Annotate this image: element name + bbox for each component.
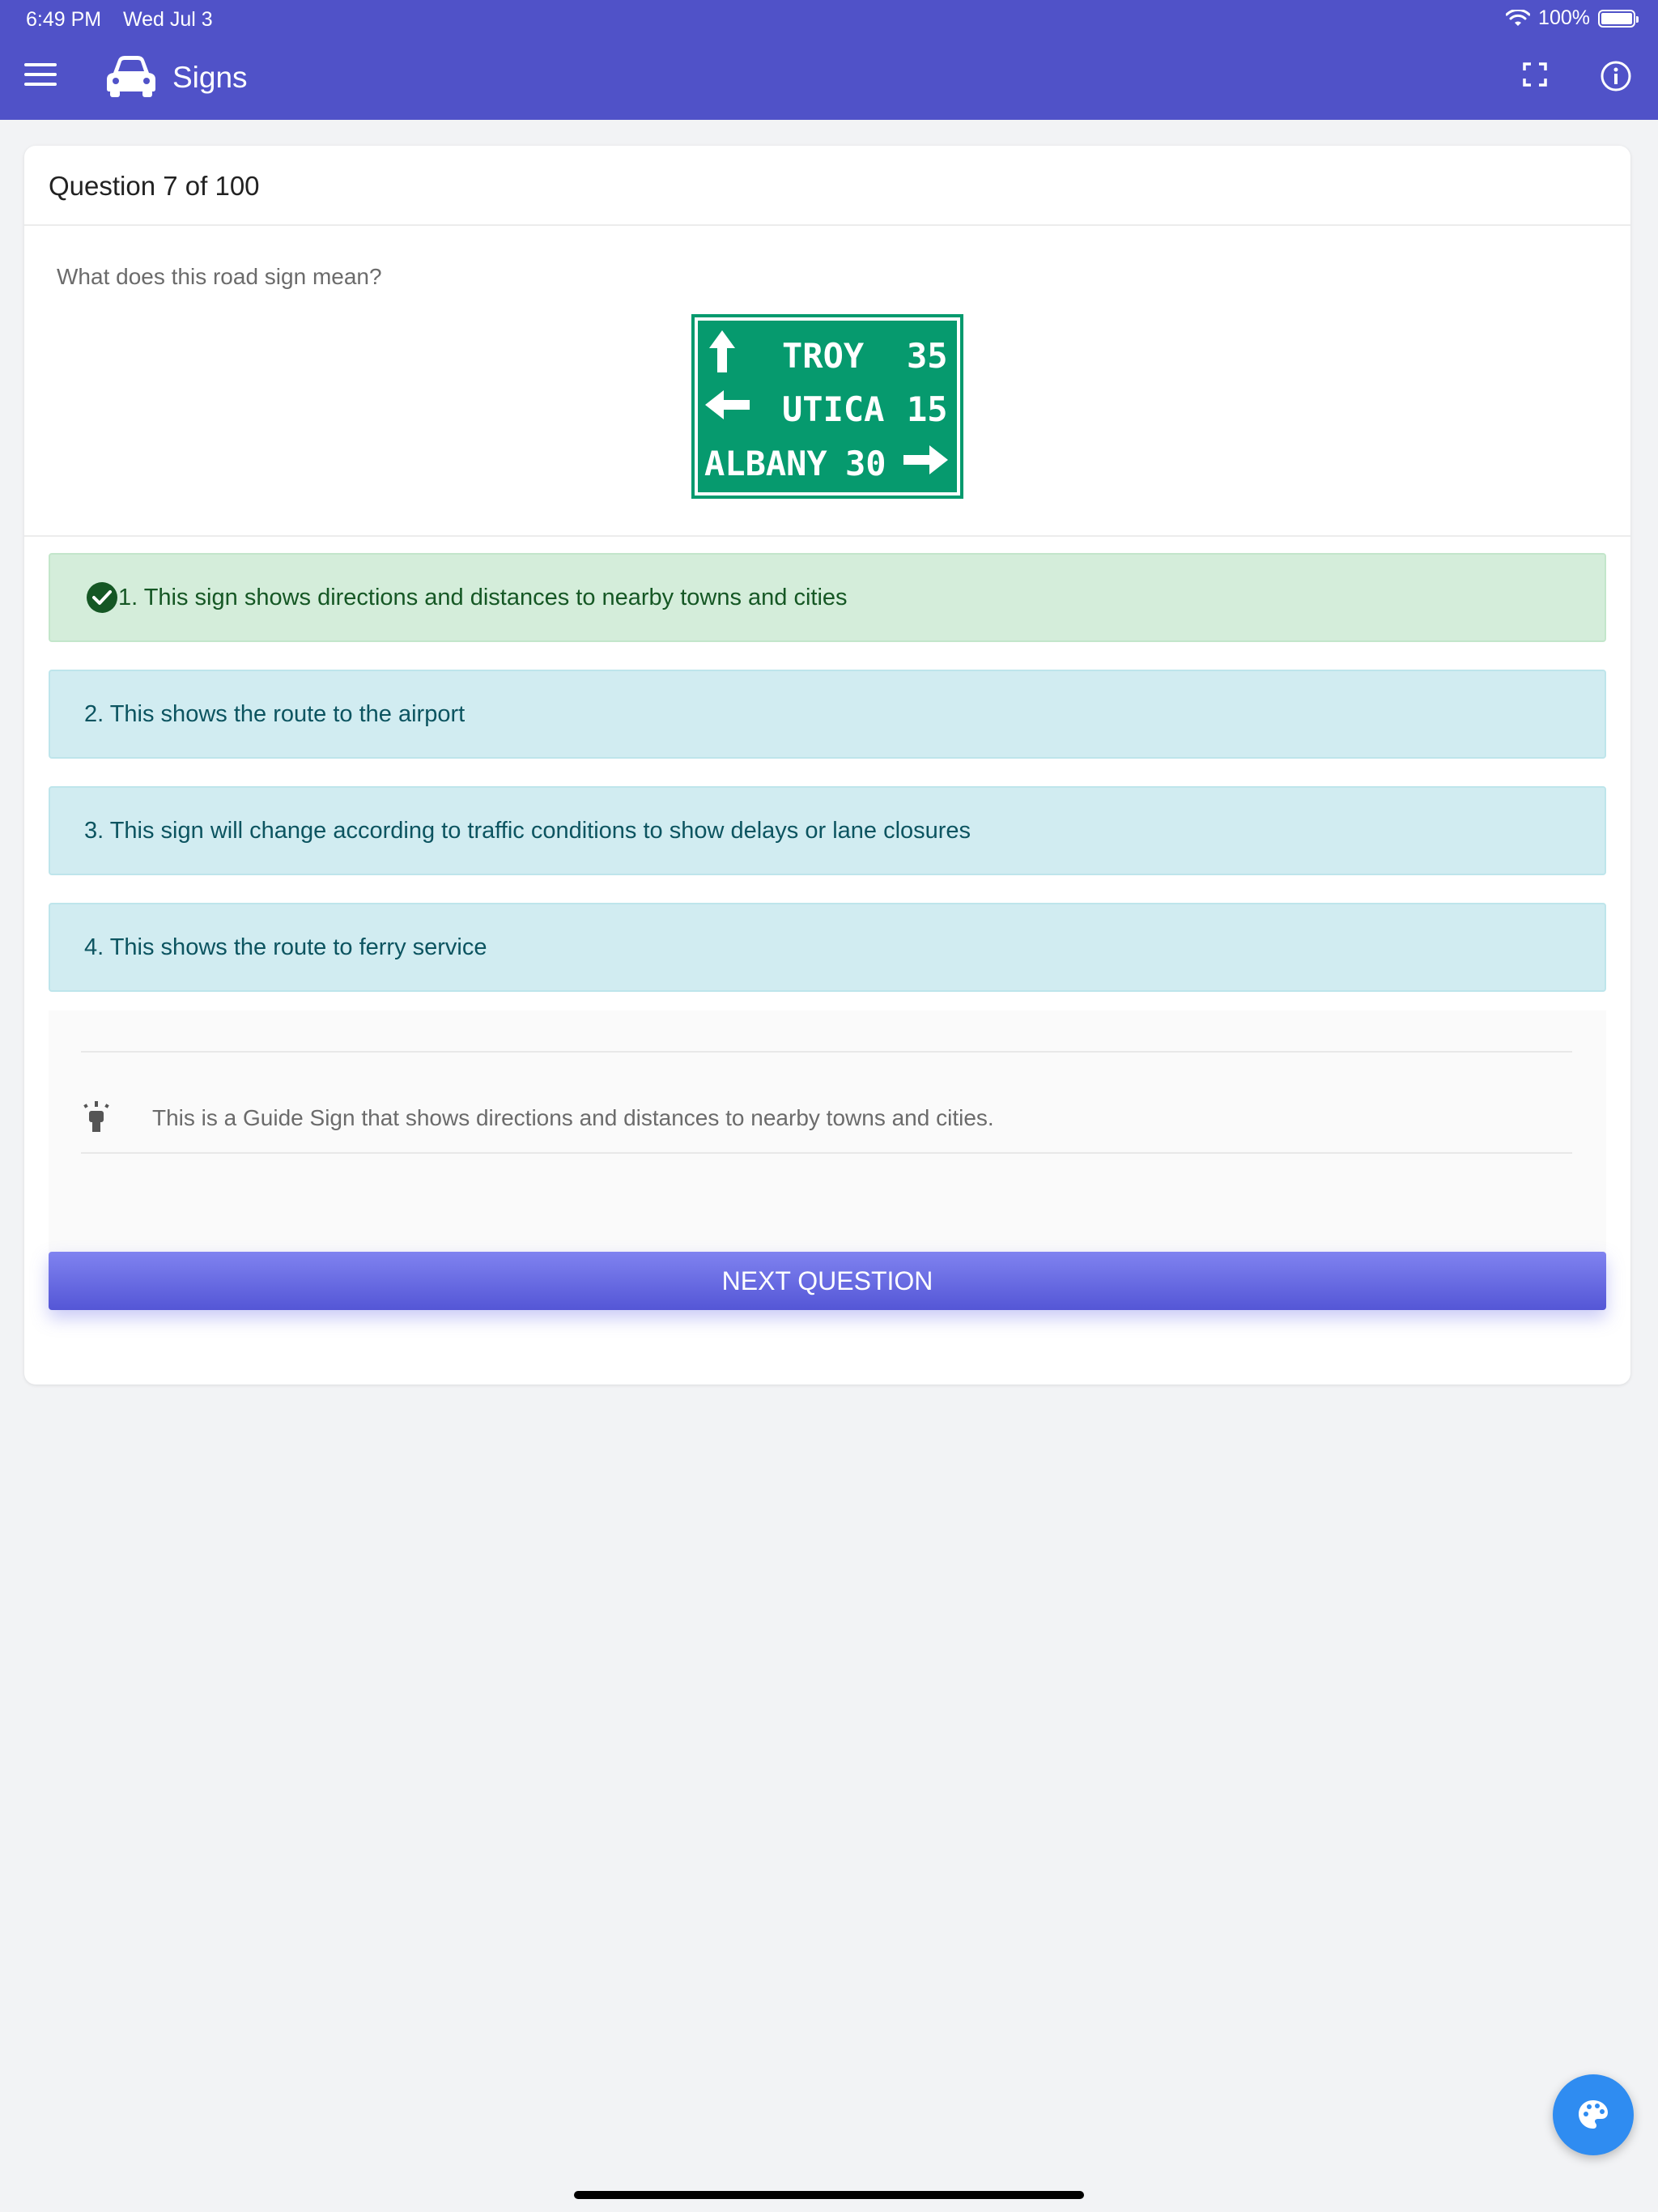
question-prompt: What does this road sign mean? — [57, 264, 382, 289]
road-sign-image — [691, 314, 963, 499]
question-card — [24, 146, 1630, 1385]
answer-option-1[interactable] — [49, 553, 1606, 642]
sign-place-troy: TROY — [782, 336, 865, 376]
info-icon[interactable] — [1600, 60, 1632, 92]
theme-palette-button[interactable] — [1553, 2074, 1634, 2155]
answer-label: 3. This sign will change according to traffic conditions to show delays or lane closures — [84, 817, 971, 844]
sign-distance-albany: 30 — [845, 444, 886, 483]
answer-option-4[interactable] — [49, 903, 1606, 992]
sign-distance-utica: 15 — [907, 389, 948, 429]
explanation-panel — [49, 1010, 1606, 1266]
app-header — [0, 0, 1658, 120]
battery-percent: 100% — [1538, 6, 1590, 29]
sign-place-utica: UTICA — [782, 389, 885, 429]
answer-label: 1. This sign shows directions and distances to nearby towns and cities — [118, 584, 848, 610]
answer-label: 2. This shows the route to the airport — [84, 700, 466, 727]
status-indicators — [1506, 6, 1635, 30]
answer-option-3[interactable] — [49, 786, 1606, 875]
wifi-icon — [1506, 10, 1530, 28]
status-time: 6:49 PM — [26, 8, 102, 31]
sign-place-albany: ALBANY — [704, 444, 827, 483]
battery-icon — [1598, 10, 1635, 28]
explanation-text: This is a Guide Sign that shows directions and distances to nearby towns and cities. — [152, 1105, 994, 1130]
car-icon — [104, 53, 159, 99]
check-circle-icon — [86, 581, 118, 614]
status-date: Wed Jul 3 — [123, 8, 213, 31]
answer-option-2[interactable] — [49, 670, 1606, 759]
palette-icon — [1575, 2097, 1611, 2133]
menu-icon[interactable] — [24, 63, 57, 87]
app-title: Signs — [172, 61, 248, 94]
explanation-divider-top — [81, 1051, 1572, 1053]
answer-label: 4. This shows the route to ferry service — [84, 934, 487, 960]
divider — [24, 535, 1630, 537]
question-counter: Question 7 of 100 — [24, 146, 1630, 226]
lightbulb-icon — [83, 1101, 110, 1134]
next-question-button[interactable]: NEXT QUESTION — [49, 1252, 1606, 1310]
explanation-divider-bottom — [81, 1152, 1572, 1154]
home-indicator — [574, 2191, 1084, 2199]
sign-distance-troy: 35 — [907, 336, 948, 376]
fullscreen-icon[interactable] — [1522, 62, 1548, 87]
